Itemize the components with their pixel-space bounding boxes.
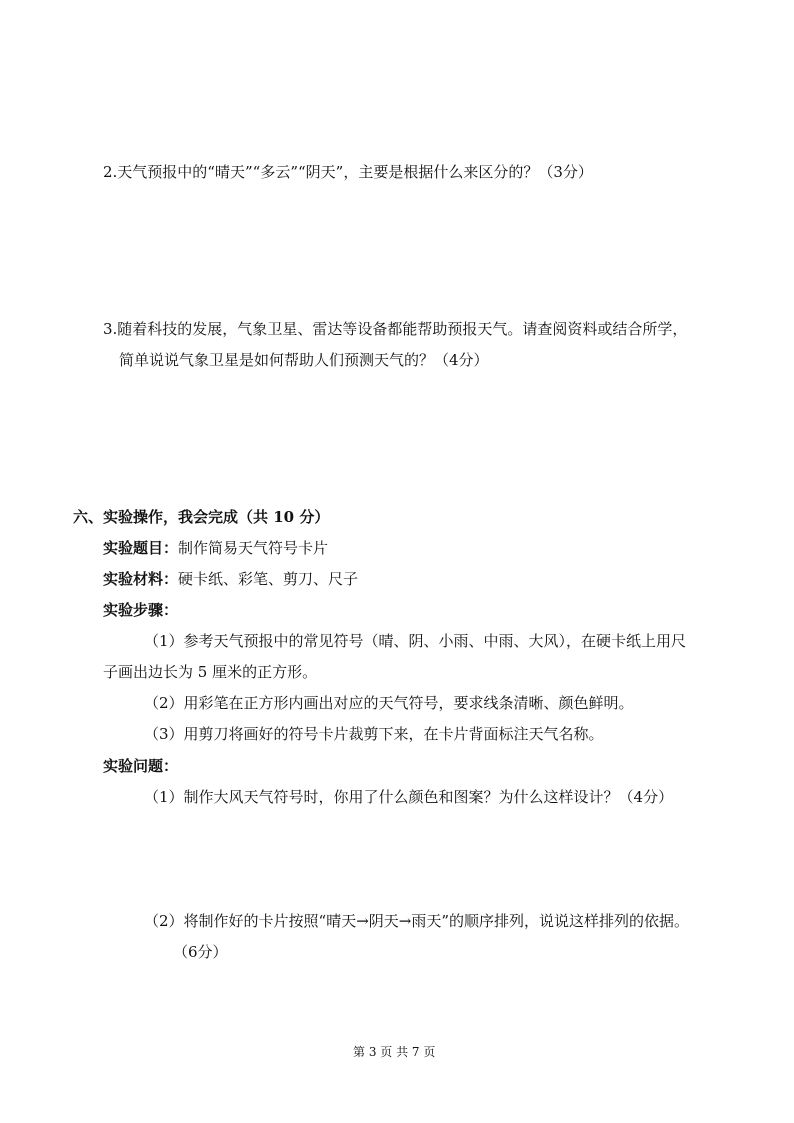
experiment-materials-value: 硬卡纸、彩笔、剪刀、尺子 [178,570,359,588]
experiment-steps-label: 实验步骤： [103,601,179,619]
experiment-materials [103,569,358,589]
step-1-line-1: （1）参考天气预报中的常见符号（晴、阴、小雨、中雨、大风），在硬卡纸上用尺 [144,632,687,650]
section-6-heading: 六、实验操作，我会完成（共 10 分） [73,508,330,526]
problem-2-line-1: （2）将制作好的卡片按照“晴天→阴天→雨天”的顺序排列，说说这样排列的依据。 [144,912,690,930]
step-2: （2）用彩笔在正方形内画出对应的天气符号，要求线条清晰、颜色鲜明。 [144,694,634,712]
question-3-line-1: 3.随着科技的发展，气象卫星、雷达等设备都能帮助预报天气。请查阅资料或结合所学， [103,320,688,338]
question-2: 2.天气预报中的“晴天”“多云”“阴天”，主要是根据什么来区分的？（3分） [103,163,593,181]
page-footer: 第 3 页 共 7 页 [353,1045,436,1059]
problem-2-line-2: （6分） [173,943,228,961]
problem-1: （1）制作大风天气符号时，你用了什么颜色和图案？为什么这样设计？（4分） [144,788,674,806]
question-3-line-2: 简单说说气象卫星是如何帮助人们预测天气的？（4分） [119,351,489,369]
experiment-topic-value: 制作简易天气符号卡片 [178,539,329,557]
experiment-topic [103,538,328,558]
experiment-problems-label: 实验问题： [103,757,179,775]
experiment-materials-label: 实验材料： [103,570,179,588]
step-1-line-2: 子画出边长为 5 厘米的正方形。 [103,663,318,681]
step-3: （3）用剪刀将画好的符号卡片裁剪下来，在卡片背面标注天气名称。 [144,725,604,743]
experiment-topic-label: 实验题目： [103,539,179,557]
